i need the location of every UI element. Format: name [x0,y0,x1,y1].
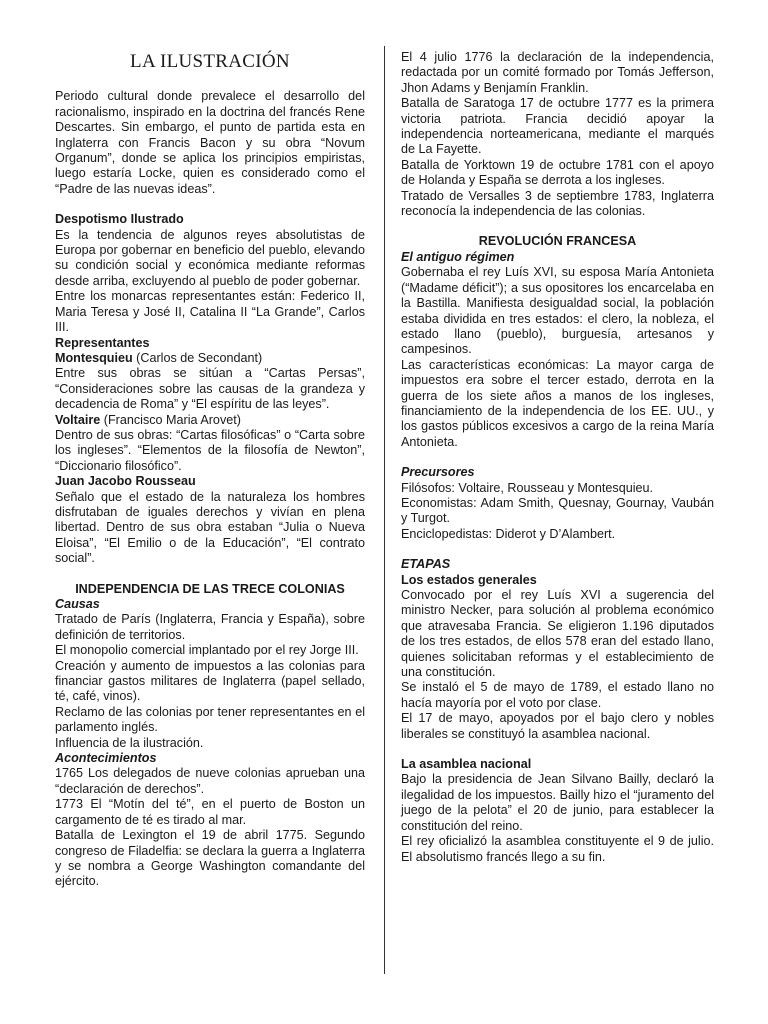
voltaire-text: Dentro de sus obras: “Cartas filosóficas” o “Carta sobre los ingleses”. “Elementos de la filosofía de Newton”, “Diccionario filosófico”. [55,427,365,473]
independencia-cont-item: El 4 julio 1776 la declaración de la independencia, redactada por un comité formado por Tomás Jefferson, Jhon Adams y Benjamín Franklin. [401,50,714,95]
column-divider [384,46,385,974]
representantes-heading: Representantes [55,335,150,350]
rousseau-name: Juan Jacobo Rousseau [55,474,196,489]
asamblea-heading: La asamblea nacional [401,757,532,772]
asamblea-item: El rey oficializó la asamblea constituyente el 9 de julio. El absolutismo francés llego a su fin. [401,834,714,864]
montesquieu-name: Montesquieu [55,350,133,365]
rousseau-text: Señalo que el estado de la naturaleza los hombres disfrutaban de iguales derechos y vivían en plena libertad. Dentro de sus obra estaban “Julia o Nueva Eloisa”, “El Emilio o de la Educación”, “El contrato social”. [55,489,365,566]
etapas-heading: ETAPAS [401,557,451,572]
causa-item: Influencia de la ilustración. [55,735,204,750]
page-title: LA ILUSTRACIÓN [130,51,290,72]
montesquieu-fullname: (Carlos de Secondant) [136,350,263,365]
acontecimiento-item: Batalla de Lexington el 19 de abril 1775. Segundo congreso de Filadelfia: se declara la guerra a Inglaterra y se nombra a George Washington comandante del ejército. [55,828,365,889]
economicas-text: Las características económicas: La mayor carga de impuestos era sobre el tercer estado, derrota en la guerra de los siete años a manos de los ingleses, financiamiento de la independencia de los EE. UU., y los gastos públicos excesivos a cargo de la reina María Antonieta. [401,357,714,449]
despotismo-heading: Despotismo Ilustrado [55,212,184,227]
estados-item: Convocado por el rey Luís XVI a sugerencia del ministro Necker, para solución al problema económico que atravesaba Francia. Se eligieron 1.196 diputados de los tres estados, de ellos 578 eran del estado llano, quienes solicitaban reformas y el establecimiento de una constitución. [401,588,714,680]
precursor-item: Filósofos: Voltaire, Rousseau y Montesquieu. [401,480,654,495]
intro-paragraph: Periodo cultural donde prevalece el desarrollo del racionalismo, inspirado en la doctrina del francés Rene Descartes. Sin embargo, el punto de partida esta en Inglaterra con Francis Bacon y su obra “Novum Organum”, donde se aplica los principios empiristas, luego estaría Locke, quien es considerado como el “Padre de las nuevas ideas”. [55,89,365,196]
precursor-item: Enciclopedistas: Diderot y D’Alambert. [401,526,616,541]
acontecimiento-item: 1765 Los delegados de nueve colonias aprueban una “declaración de derechos”. [55,766,365,796]
montesquieu-line [55,351,365,366]
independencia-cont-item: Batalla de Saratoga 17 de octubre 1777 es la primera victoria patriota. Francia decidió apoyar la independencia norteamericana, mediante el marqués de La Fayette. [401,96,714,157]
antiguo-regimen-heading: El antiguo régimen [401,249,515,264]
monarcas-text: Entre los monarcas representantes están: Federico II, Maria Teresa y José II, Catalina II “La Grande”, Carlos III. [55,289,365,335]
independencia-cont-item: Batalla de Yorktown 19 de octubre 1781 con el apoyo de Holanda y España se derrota a los ingleses. [401,157,714,188]
antiguo-regimen-text: Gobernaba el rey Luís XVI, su esposa María Antonieta (“Madame déficit”); a sus opositores los encarcelaba en la Bastilla. Manifiesta desigualdad social, la población estaba dividida en tres estados: el clero, la nobleza, el estado llano (pueblo), burguesía, artesanos y campesinos. [401,265,714,357]
estados-generales-heading: Los estados generales [401,572,537,587]
voltaire-fullname: (Francisco Maria Arovet) [103,412,241,427]
revolucion-heading: REVOLUCIÓN FRANCESA [478,234,637,249]
estados-item: El 17 de mayo, apoyados por el bajo clero y nobles liberales se constituyó la asamblea nacional. [401,711,714,741]
estados-item: Se instaló el 5 de mayo de 1789, el estado llano no hacía mayoría por el voto por clase. [401,680,714,710]
causa-item: Reclamo de las colonias por tener representantes en el parlamento inglés. [55,704,365,735]
asamblea-item: Bajo la presidencia de Jean Silvano Bailly, declaró la ilegalidad de los impuestos. Bailly hizo el “juramento del juego de la pelota” el 20 de junio, para establecer la constitución del reino. [401,772,714,833]
despotismo-text: Es la tendencia de algunos reyes absolutistas de Europa por gobernar en beneficio del pueblo, elevando su condición social y económica mediante reformas desde arriba, excluyendo al pueblo de poder gobernar. [55,227,365,288]
right-column [401,50,714,865]
causa-item: Tratado de París (Inglaterra, Francia y España), sobre definición de territorios. [55,612,365,642]
montesquieu-text: Entre sus obras se sitúan a “Cartas Persas”, “Consideraciones sobre las causas de la grandeza y decadencia de Roma” y “El espíritu de las leyes”. [55,366,365,412]
causa-item: Creación y aumento de impuestos a las colonias para financiar gastos militares de Inglaterra (papel sellado, té, café, vinos). [55,658,365,704]
independencia-cont-item: Tratado de Versalles 3 de septiembre 1783, Inglaterra reconocía la independencia de las colonias. [401,188,714,219]
precursores-heading: Precursores [401,465,475,480]
left-column [55,50,365,890]
voltaire-line [55,413,365,428]
voltaire-name: Voltaire [55,412,101,427]
causa-item: El monopolio comercial implantado por el rey Jorge III. [55,643,359,658]
acontecimientos-heading: Acontecimientos [55,751,157,766]
causas-heading: Causas [55,597,100,611]
precursor-item: Economistas: Adam Smith, Quesnay, Gournay, Vaubán y Turgot. [401,495,714,526]
independencia-heading: INDEPENDENCIA DE LAS TRECE COLONIAS [75,581,345,596]
acontecimiento-item: 1773 El “Motín del té”, en el puerto de Boston un cargamento de té es tirado al mar. [55,797,365,827]
